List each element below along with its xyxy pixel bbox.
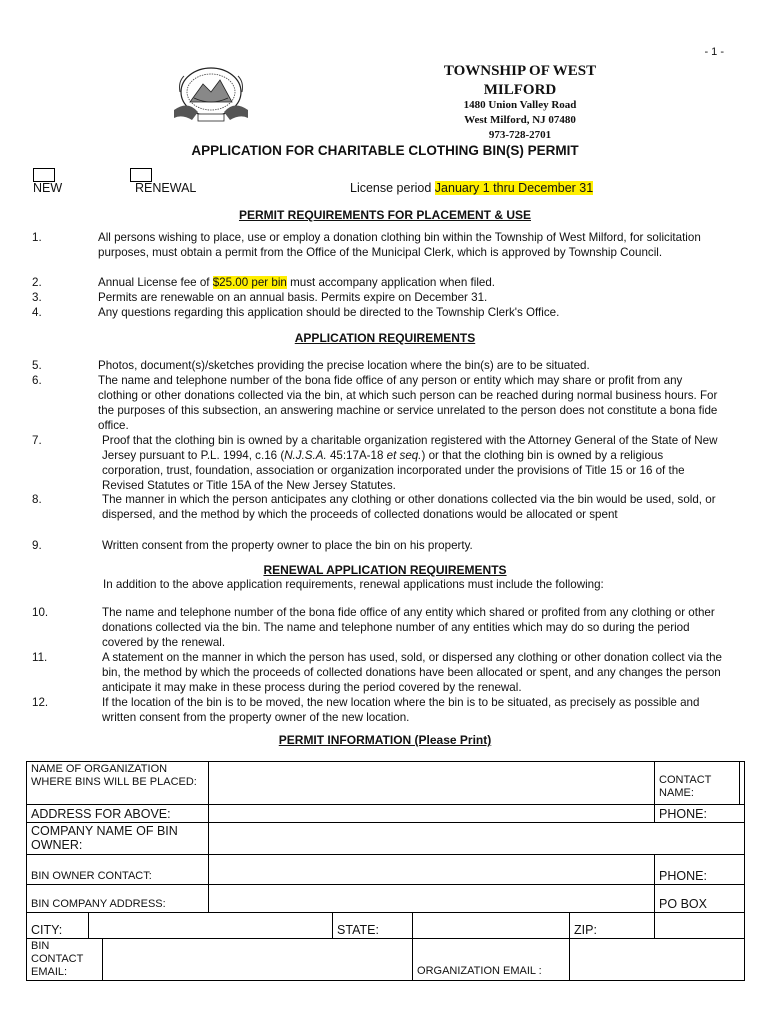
form-row: [27, 913, 745, 939]
new-label: NEW: [33, 181, 63, 195]
bin-contact-email-label: BIN CONTACT EMAIL:: [27, 939, 103, 981]
zip-field[interactable]: [655, 913, 745, 939]
contact-name-cell: [655, 762, 745, 805]
org-email-field[interactable]: [570, 939, 745, 981]
item-number: 4.: [32, 306, 42, 319]
item-number: 1.: [32, 231, 42, 244]
item-text: The name and telephone number of the bona fide office of any entity which shared or profited from any clothing or other donations collected via the bin. The name and telephone number of any entities which may do so during the period covered by the renewal.: [102, 606, 715, 649]
new-checkbox[interactable]: [33, 168, 55, 182]
document-title: APPLICATION FOR CHARITABLE CLOTHING BIN(S) PERMIT: [191, 143, 579, 158]
address-above-label: ADDRESS FOR ABOVE:: [27, 805, 209, 823]
township-phone: 973-728-2701: [488, 129, 552, 141]
form-row: [27, 855, 745, 885]
item-number: 8.: [32, 493, 42, 506]
item-text-pre: Proof that the clothing bin is owned by a charitable organization registered with the Attorney General of the State of New Jersey pursuant to P.L. 1994, c.16 (: [102, 434, 718, 462]
item-number: 12.: [32, 696, 49, 709]
item-text-mid: 45:17A-18: [326, 449, 387, 462]
item-text-post: must accompany application when filed.: [286, 276, 496, 289]
contact-name-label: CONTACT NAME:: [655, 762, 740, 804]
item-text: [102, 433, 722, 493]
item-number: 11.: [32, 651, 48, 664]
bin-company-address-label: BIN COMPANY ADDRESS:: [27, 885, 209, 913]
form-row: [27, 762, 745, 805]
org-name-field[interactable]: [209, 762, 655, 805]
item-text: The manner in which the person anticipates any clothing or other donations collected via the bin would be used, sold, or dispersed, and the method by which the proceeds of collected donations would be allocated or spent: [102, 493, 716, 521]
item-text: If the location of the bin is to be moved, the new location where the bin is to be situated, as precisely as possible and written consent from the property owner of the new location.: [102, 696, 700, 724]
city-label: CITY:: [27, 913, 89, 939]
et-seq: et seq.: [386, 449, 422, 462]
item-number: 9.: [32, 539, 42, 552]
item-text-pre: Annual License fee of: [98, 276, 213, 289]
bin-owner-contact-label: BIN OWNER CONTACT:: [27, 855, 209, 885]
form-row: [27, 805, 745, 823]
application-requirements-heading: APPLICATION REQUIREMENTS: [294, 331, 476, 345]
item-text: Written consent from the property owner to place the bin on his property.: [102, 539, 473, 552]
township-address: [420, 98, 620, 143]
company-name-field[interactable]: [209, 823, 745, 855]
item-text-post: ) or that the clothing bin is owned by a religious corporation, trust, foundation, association or organization incorporated under the provisions of Title 15 or 16 of the Revised Statutes or Title 15A of the New Jersey Statutes.: [102, 449, 685, 492]
company-name-label: COMPANY NAME OF BIN OWNER:: [27, 823, 209, 855]
item-number: 2.: [32, 276, 42, 289]
township-name: [420, 62, 620, 100]
item-text: Any questions regarding this application should be directed to the Township Clerk's Office.: [98, 306, 560, 319]
fee-highlight: $25.00 per bin: [212, 276, 287, 289]
state-field[interactable]: [413, 913, 570, 939]
item-text: Photos, document(s)/sketches providing the precise location where the bin(s) are to be situated.: [98, 359, 590, 372]
bin-owner-contact-field[interactable]: [209, 855, 655, 885]
city-field[interactable]: [89, 913, 333, 939]
org-email-label: ORGANIZATION EMAIL :: [413, 939, 570, 981]
po-box-label: PO BOX: [655, 885, 745, 913]
permit-information-form: [26, 761, 745, 981]
item-text: [98, 275, 722, 290]
address-street: 1480 Union Valley Road: [463, 99, 577, 111]
phone-label-2: PHONE:: [655, 855, 745, 885]
form-row: [27, 939, 745, 981]
item-number: 6.: [32, 374, 42, 387]
item-text: All persons wishing to place, use or employ a donation clothing bin within the Township of West Milford, for solicitation purposes, must obtain a permit from the Office of the Municipal Clerk, which is approved by Township Council.: [98, 231, 701, 259]
permit-requirements-heading: PERMIT REQUIREMENTS FOR PLACEMENT & USE: [238, 208, 531, 222]
item-text: Permits are renewable on an annual basis. Permits expire on December 31.: [98, 291, 488, 304]
renewal-checkbox[interactable]: [130, 168, 152, 182]
statute-citation: N.J.S.A.: [284, 449, 327, 462]
item-number: 7.: [32, 434, 42, 447]
page-number: - 1 -: [704, 46, 724, 58]
township-line-1: TOWNSHIP OF WEST: [443, 63, 597, 79]
item-text: A statement on the manner in which the person has used, sold, or dispersed any clothing or other donation collect via the bin, the method by which the proceeds of collected donations have been allocated or spent, and any changes the person anticipate it may make in these process during the period covered by the renewal.: [102, 651, 722, 694]
form-row: [27, 885, 745, 913]
org-name-label: NAME OF ORGANIZATION WHERE BINS WILL BE PLACED:: [27, 762, 209, 805]
bin-company-address-field[interactable]: [209, 885, 655, 913]
renewal-label: RENEWAL: [135, 181, 197, 195]
item-number: 3.: [32, 291, 42, 304]
township-line-2: MILFORD: [483, 82, 557, 98]
address-above-field[interactable]: [209, 805, 655, 823]
permit-information-heading: PERMIT INFORMATION (Please Print): [278, 733, 492, 747]
state-label: STATE:: [333, 913, 413, 939]
license-period-label: License period: [350, 181, 432, 195]
item-text: The name and telephone number of the bona fide office of any person or entity which may share or profit from any clothing or other donations collected via the bin, at which such person can be reached during normal business hours. For the purposes of this subsection, an answering machine or service unrelated to the person does not constitute a bona fide office.: [98, 374, 718, 432]
township-seal-logo: [168, 62, 254, 126]
zip-label: ZIP:: [570, 913, 655, 939]
license-period: [350, 181, 593, 195]
license-period-value: January 1 thru December 31: [434, 181, 594, 195]
item-number: 5.: [32, 359, 42, 372]
item-number: 10.: [32, 606, 49, 619]
form-row: [27, 823, 745, 855]
bin-contact-email-field[interactable]: [103, 939, 413, 981]
phone-label: PHONE:: [655, 805, 745, 823]
address-city: West Milford, NJ 07480: [464, 114, 576, 126]
renewal-requirements-heading: RENEWAL APPLICATION REQUIREMENTS: [263, 563, 507, 577]
renewal-intro: In addition to the above application requirements, renewal applications must include the following:: [103, 578, 604, 591]
